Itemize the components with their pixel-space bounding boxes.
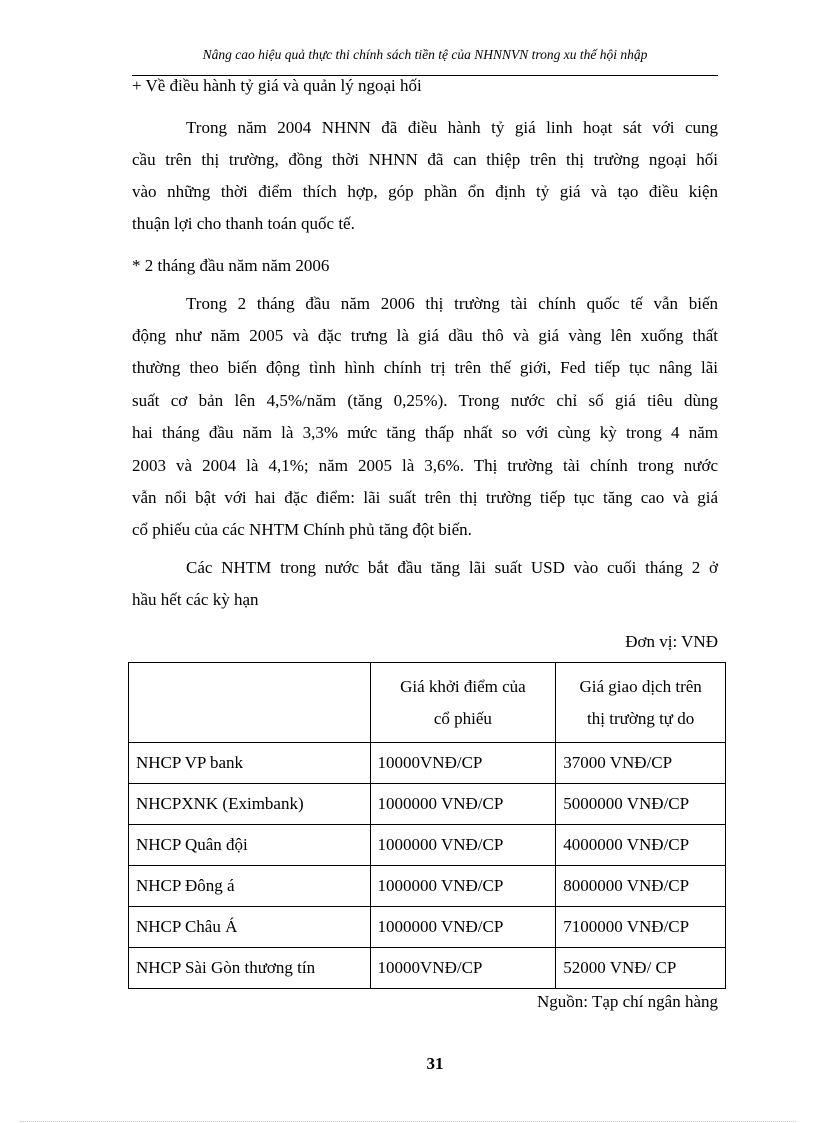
table-row	[129, 784, 726, 825]
initial-price-cell: 1000000 VNĐ/CP	[370, 907, 556, 948]
paragraph-line: 2003 và 2004 là 4,1%; năm 2005 là 3,6%. Thị trường tài chính trong nước	[132, 456, 718, 475]
table-row	[129, 866, 726, 907]
market-price-cell: 52000 VNĐ/ CP	[556, 948, 726, 989]
table-row	[129, 825, 726, 866]
paragraph-line: vẫn nổi bật với hai đặc điểm: lãi suất trên thị trường tiếp tục tăng cao và giá	[132, 488, 718, 507]
unit-label: Đơn vị: VNĐ	[625, 632, 718, 651]
bank-name-cell: NHCP Châu Á	[129, 907, 371, 948]
table-header-row	[129, 663, 726, 743]
paragraph-line: Trong năm 2004 NHNN đã điều hành tỷ giá linh hoạt sát với cung	[186, 118, 718, 137]
paragraph-line: cổ phiếu của các NHTM Chính phủ tăng đột biến.	[132, 520, 472, 539]
table-row	[129, 948, 726, 989]
table-row	[129, 907, 726, 948]
section-title: + Về điều hành tỷ giá và quản lý ngoại hối	[132, 76, 422, 95]
share-price-table	[128, 662, 726, 989]
paragraph-line: hai tháng đầu năm là 3,3% mức tăng thấp nhất so với cùng kỳ trong 4 năm	[132, 423, 718, 442]
paragraph-line: suất cơ bản lên 4,5%/năm (tăng 0,25%). Trong nước chỉ số giá tiêu dùng	[132, 391, 718, 410]
page-bottom-divider	[20, 1121, 796, 1122]
subsection-title: * 2 tháng đầu năm năm 2006	[132, 256, 330, 275]
table-header-cell	[129, 663, 371, 743]
bank-name-cell: NHCP Quân đội	[129, 825, 371, 866]
paragraph-line: Các NHTM trong nước bắt đầu tăng lãi suất USD vào cuối tháng 2 ở	[186, 558, 718, 577]
table-header-cell	[556, 663, 726, 743]
market-price-cell: 5000000 VNĐ/CP	[556, 784, 726, 825]
bank-name-cell: NHCP Đông á	[129, 866, 371, 907]
paragraph-line: vào những thời điểm thích hợp, góp phần ổn định tỷ giá và tạo điều kiện	[132, 182, 718, 201]
header-market-price: Giá giao dịch trên thị trường tự do	[579, 676, 702, 728]
paragraph-line: Trong 2 tháng đầu năm 2006 thị trường tài chính quốc tế vẫn biến	[186, 294, 718, 313]
market-price-cell: 37000 VNĐ/CP	[556, 743, 726, 784]
paragraph-line: thường theo biến động tình hình chính trị trên thế giới, Fed tiếp tục nâng lãi	[132, 358, 718, 377]
source-label: Nguồn: Tạp chí ngân hàng	[537, 992, 718, 1011]
paragraph-line: hầu hết các kỳ hạn	[132, 590, 259, 609]
bank-name-cell: NHCP VP bank	[129, 743, 371, 784]
bank-name-cell: NHCPXNK (Eximbank)	[129, 784, 371, 825]
paragraph-line: thuận lợi cho thanh toán quốc tế.	[132, 214, 355, 233]
page-header: Nâng cao hiệu quả thực thi chính sách tiền tệ của NHNNVN trong xu thế hội nhập	[202, 47, 648, 62]
paragraph-line: động như năm 2005 và đặc trưng là giá dầu thô và giá vàng lên xuống thất	[132, 326, 718, 345]
initial-price-cell: 1000000 VNĐ/CP	[370, 825, 556, 866]
initial-price-cell: 10000VNĐ/CP	[370, 743, 556, 784]
market-price-cell: 7100000 VNĐ/CP	[556, 907, 726, 948]
paragraph-line: cầu trên thị trường, đồng thời NHNN đã can thiệp trên thị trường ngoại hối	[132, 150, 718, 169]
market-price-cell: 4000000 VNĐ/CP	[556, 825, 726, 866]
market-price-cell: 8000000 VNĐ/CP	[556, 866, 726, 907]
page-number: 31	[426, 1054, 444, 1073]
initial-price-cell: 1000000 VNĐ/CP	[370, 866, 556, 907]
initial-price-cell: 10000VNĐ/CP	[370, 948, 556, 989]
bank-name-cell: NHCP Sài Gòn thương tín	[129, 948, 371, 989]
header-initial-price: Giá khởi điểm của cổ phiếu	[400, 676, 526, 728]
table-header-cell	[370, 663, 556, 743]
initial-price-cell: 1000000 VNĐ/CP	[370, 784, 556, 825]
table-row	[129, 743, 726, 784]
